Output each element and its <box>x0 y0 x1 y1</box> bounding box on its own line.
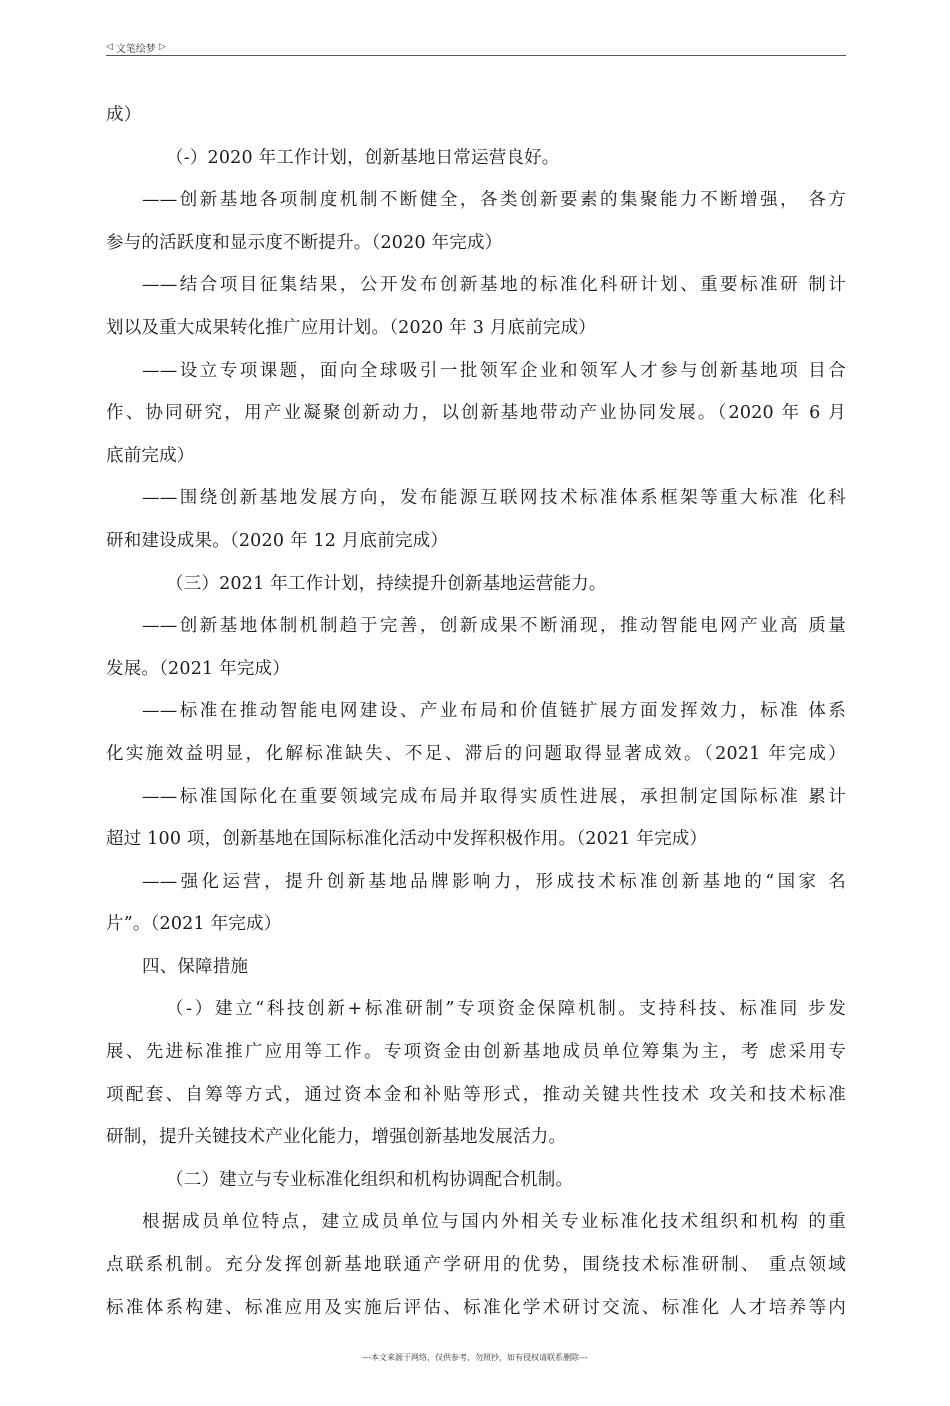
text-line: ——标准国际化在重要领域完成布局并取得实质性进展，承担制定国际标准 累计 <box>142 786 846 807</box>
text-line: 点联系机制。充分发挥创新基地联通产学研用的优势，围绕技术标准研制、 重点领域 <box>106 1255 846 1276</box>
text-line: 作、协同研究，用产业凝聚创新动力，以创新基地带动产业协同发展。（2020 年 6 月 <box>106 403 846 424</box>
text-line: ——结合项目征集结果，公开发布创新基地的标准化科研计划、重要标准研 制计 <box>142 275 846 296</box>
text-line: 参与的活跃度和显示度不断提升。（2020 年完成） <box>106 232 503 253</box>
text-line: 划以及重大成果转化推广应用计划。（2020 年 3 月底前完成） <box>106 317 597 338</box>
left-triangle-icon: ◁ <box>106 42 113 52</box>
page-header <box>106 38 846 56</box>
text-line: ——标准在推动智能电网建设、产业布局和价值链扩展方面发挥效力，标准 体系 <box>142 701 846 722</box>
header-title: 文笔绘梦 <box>115 43 156 55</box>
text-line: 超过 100 项，创新基地在国际标准化活动中发挥积极作用。（2021 年完成） <box>106 829 708 850</box>
text-line: 底前完成） <box>106 445 195 466</box>
text-line: （-）2020 年工作计划，创新基地日常运营良好。 <box>166 147 560 168</box>
text-line: 研制，提升关键技术产业化能力，增强创新基地发展活力。 <box>106 1127 567 1148</box>
text-line: 片”。（2021 年完成） <box>106 914 282 935</box>
text-line: ——强化运营，提升创新基地品牌影响力，形成技术标准创新基地的“国家 名 <box>142 871 846 892</box>
text-line: （二）建立与专业标准化组织和机构协调配合机制。 <box>166 1169 574 1190</box>
text-line: 化实施效益明显，化解标准缺失、不足、滞后的问题取得显著成效。（2021 年完成） <box>106 743 846 764</box>
text-line: ——设立专项课题，面向全球吸引一批领军企业和领军人才参与创新基地项 目合 <box>142 360 846 381</box>
text-line: 展、先进标准推广应用等工作。专项资金由创新基地成员单位筹集为主，考 虑采用专 <box>106 1042 846 1063</box>
text-line: 项配套、自筹等方式，通过资本金和补贴等形式，推动关键共性技术 攻关和技术标准 <box>106 1084 846 1105</box>
text-line: 根据成员单位特点，建立成员单位与国内外相关专业标准化技术组织和机构 的重 <box>142 1212 846 1233</box>
text-line: ——围绕创新基地发展方向，发布能源互联网技术标准体系框架等重大标准 化科 <box>142 488 846 509</box>
right-triangle-icon: ▷ <box>158 42 166 52</box>
text-line: 发展。（2021 年完成） <box>106 658 290 679</box>
text-line: 标准体系构建、标准应用及实施后评估、标准化学术研讨交流、标准化 人才培养等内 <box>106 1297 846 1318</box>
page-footer: ---本文来源于网络，仅供参考，勿照抄，如有侵权请联系删除--- <box>362 1353 588 1362</box>
text-line: ——创新基地各项制度机制不断健全，各类创新要素的集聚能力不断增强， 各方 <box>142 190 846 211</box>
text-line: ——创新基地体制机制趋于完善，创新成果不断涌现，推动智能电网产业高 质量 <box>142 616 846 637</box>
text-line: 成） <box>106 105 142 125</box>
header-divider <box>106 55 846 56</box>
document-body <box>106 94 846 1329</box>
text-line: （-）建立“科技创新+标准研制”专项资金保障机制。支持科技、标准同 步发 <box>166 999 846 1020</box>
text-line: （三）2021 年工作计划，持续提升创新基地运营能力。 <box>166 573 607 594</box>
text-line: 研和建设成果。（2020 年 12 月底前完成） <box>106 530 449 551</box>
text-line: 四、保障措施 <box>142 956 249 977</box>
